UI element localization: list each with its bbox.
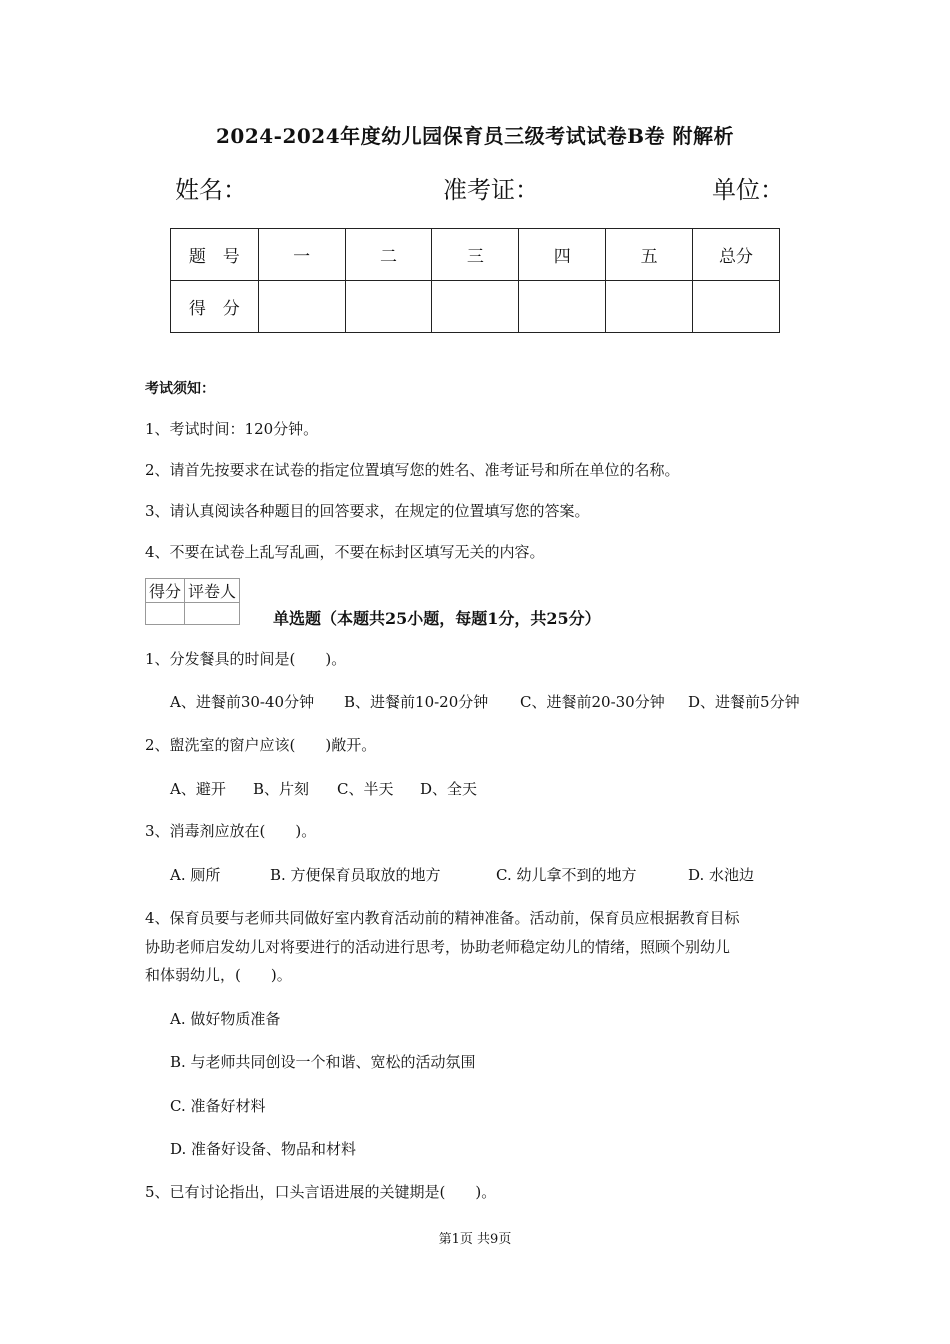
exam-title: 2024-2024年度幼儿园保育员三级考试试卷B卷 附解析 [216,124,734,148]
exam-number-field-label: 准考证： [443,176,539,204]
score-cell[interactable] [345,281,432,333]
candidate-fields [175,170,785,204]
question-stem-line: 和体弱幼儿，( )。 [145,966,292,984]
score-header-cell: 五 [606,229,693,281]
answer-option[interactable]: A. 厕所 [170,866,221,884]
answer-option[interactable]: A. 做好物质准备 [170,1010,281,1028]
unit-field-label: 单位： [712,176,784,204]
score-header-cell: 二 [345,229,432,281]
answer-option[interactable]: B. 与老师共同创设一个和谐、宽松的活动氛围 [170,1053,476,1071]
score-header-cell: 三 [432,229,519,281]
note-item: 1、考试时间：120分钟。 [145,420,319,438]
score-header-cell: 总分 [693,229,780,281]
score-cell[interactable] [519,281,606,333]
question-stem: 1、分发餐具的时间是( )。 [145,650,347,668]
question-stem-line: 4、保育员要与老师共同做好室内教育活动前的精神准备。活动前，保育员应根据教育目标 [145,909,740,927]
grader-box [145,578,240,625]
score-table [170,228,780,333]
answer-option[interactable]: C、进餐前20-30分钟 [520,693,665,711]
answer-option[interactable]: A、避开 [170,780,226,798]
score-table-score-row [171,281,780,333]
note-item: 4、不要在试卷上乱写乱画，不要在标封区填写无关的内容。 [145,543,545,561]
answer-option[interactable]: A、进餐前30-40分钟 [170,693,315,711]
grader-name-cell[interactable] [185,603,240,625]
note-item: 2、请首先按要求在试卷的指定位置填写您的姓名、准考证号和所在单位的名称。 [145,461,680,479]
score-cell[interactable] [258,281,345,333]
score-header-cell: 题 号 [171,229,259,281]
score-cell[interactable] [693,281,780,333]
score-row-label: 得 分 [171,281,259,333]
answer-option[interactable]: D. 水池边 [688,866,755,884]
score-table-header-row [171,229,780,281]
grader-name-label: 评卷人 [185,579,240,603]
section-title: 单选题（本题共25小题，每题1分，共25分） [273,609,601,628]
note-item: 3、请认真阅读各种题目的回答要求，在规定的位置填写您的答案。 [145,502,590,520]
grader-score-label: 得分 [146,579,185,603]
grader-score-cell[interactable] [146,603,185,625]
answer-option[interactable]: D、进餐前5分钟 [688,693,800,711]
notes-title: 考试须知： [145,381,215,397]
answer-option[interactable]: D、全天 [420,780,478,798]
question-stem-line: 协助老师启发幼儿对将要进行的活动进行思考，协助老师稳定幼儿的情绪，照顾个别幼儿 [145,938,731,956]
score-cell[interactable] [606,281,693,333]
answer-option[interactable]: C. 准备好材料 [170,1097,266,1115]
answer-option[interactable]: B、进餐前10-20分钟 [344,693,489,711]
question-stem: 3、消毒剂应放在( )。 [145,822,317,840]
answer-option[interactable]: D. 准备好设备、物品和材料 [170,1140,357,1158]
answer-option[interactable]: B. 方便保育员取放的地方 [270,866,441,884]
score-header-cell: 一 [258,229,345,281]
name-field-label: 姓名： [175,176,247,204]
answer-option[interactable]: C、半天 [337,780,394,798]
answer-option[interactable]: B、片刻 [253,780,310,798]
answer-option[interactable]: C. 幼儿拿不到的地方 [496,866,637,884]
question-stem: 5、已有讨论指出，口头言语进展的关键期是( )。 [145,1183,497,1201]
score-cell[interactable] [432,281,519,333]
page-footer: 第1页 共9页 [438,1232,512,1247]
question-stem: 2、盥洗室的窗户应该( )敞开。 [145,736,377,754]
score-header-cell: 四 [519,229,606,281]
